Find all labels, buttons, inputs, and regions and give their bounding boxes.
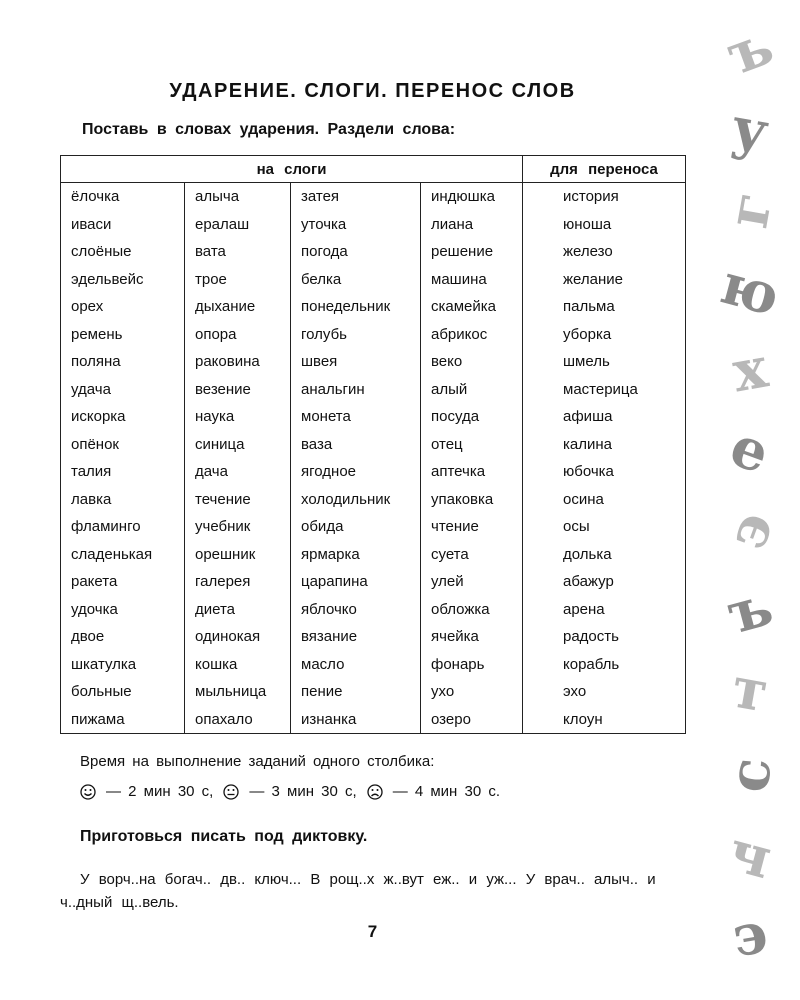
word-cell: понедельник <box>291 293 421 321</box>
table-row <box>61 266 686 294</box>
word-cell: ярмарка <box>291 541 421 569</box>
side-letter: г <box>714 187 786 233</box>
word-cell: абажур <box>523 568 686 596</box>
word-cell: монета <box>291 403 421 431</box>
word-cell: орешник <box>185 541 291 569</box>
table-row <box>61 623 686 651</box>
side-letter: е <box>721 412 779 488</box>
side-letter: у <box>726 94 774 166</box>
side-letter: с <box>715 755 785 795</box>
word-cell: эхо <box>523 678 686 706</box>
word-cell: афиша <box>523 403 686 431</box>
word-cell: опахало <box>185 706 291 734</box>
word-cell: ёлочка <box>61 183 185 211</box>
word-cell: наука <box>185 403 291 431</box>
table-row <box>61 376 686 404</box>
word-cell: калина <box>523 431 686 459</box>
word-cell: чтение <box>421 513 523 541</box>
word-cell: затея <box>291 183 421 211</box>
word-cell: ваза <box>291 431 421 459</box>
table-row <box>61 596 686 624</box>
word-cell: вязание <box>291 623 421 651</box>
word-cell: индюшка <box>421 183 523 211</box>
word-cell: масло <box>291 651 421 679</box>
word-cell: дача <box>185 458 291 486</box>
word-cell: галерея <box>185 568 291 596</box>
word-cell: мастерица <box>523 376 686 404</box>
word-cell: осы <box>523 513 686 541</box>
time-line <box>80 783 510 800</box>
header-syllables: на слоги <box>61 156 523 183</box>
word-cell: алый <box>421 376 523 404</box>
word-cell: обида <box>291 513 421 541</box>
word-cell: течение <box>185 486 291 514</box>
word-cell: желание <box>523 266 686 294</box>
time-happy: — 2 мин 30 с, <box>106 783 214 800</box>
word-cell: аптечка <box>421 458 523 486</box>
word-cell: царапина <box>291 568 421 596</box>
word-cell: алыча <box>185 183 291 211</box>
table-body <box>61 183 686 734</box>
word-cell: лиана <box>421 211 523 239</box>
word-cell: швея <box>291 348 421 376</box>
word-cell: радость <box>523 623 686 651</box>
decorative-letters <box>705 11 795 985</box>
word-cell: абрикос <box>421 321 523 349</box>
table-row <box>61 238 686 266</box>
word-cell: история <box>523 183 686 211</box>
header-hyphenation: для переноса <box>523 156 686 183</box>
table-row <box>61 348 686 376</box>
word-cell: арена <box>523 596 686 624</box>
word-cell: опёнок <box>61 431 185 459</box>
word-cell: шмель <box>523 348 686 376</box>
word-cell: посуда <box>421 403 523 431</box>
side-letter: ъ <box>720 572 780 648</box>
word-cell: отец <box>421 431 523 459</box>
word-cell: ремень <box>61 321 185 349</box>
word-cell: пение <box>291 678 421 706</box>
table-row <box>61 651 686 679</box>
word-cell: обложка <box>421 596 523 624</box>
word-cell: синица <box>185 431 291 459</box>
word-cell: уборка <box>523 321 686 349</box>
word-cell: клоун <box>523 706 686 734</box>
word-cell: вата <box>185 238 291 266</box>
side-letter: х <box>727 334 773 406</box>
word-cell: шкатулка <box>61 651 185 679</box>
time-neutral: — 3 мин 30 с, <box>249 783 357 800</box>
word-cell: юбочка <box>523 458 686 486</box>
word-cell: диета <box>185 596 291 624</box>
word-cell: суета <box>421 541 523 569</box>
word-cell: юноша <box>523 211 686 239</box>
table-row <box>61 678 686 706</box>
words-table <box>60 155 686 734</box>
word-cell: белка <box>291 266 421 294</box>
word-cell: кошка <box>185 651 291 679</box>
word-cell: уточка <box>291 211 421 239</box>
word-cell: талия <box>61 458 185 486</box>
word-cell: веко <box>421 348 523 376</box>
side-letter: э <box>713 502 787 558</box>
word-cell: везение <box>185 376 291 404</box>
word-cell: дыхание <box>185 293 291 321</box>
page-title: УДАРЕНИЕ. СЛОГИ. ПЕРЕНОС СЛОВ <box>169 80 576 102</box>
time-label: Время на выполнение заданий одного столбика: <box>80 753 435 770</box>
word-cell: машина <box>421 266 523 294</box>
word-cell: яблочко <box>291 596 421 624</box>
word-cell: лавка <box>61 486 185 514</box>
word-cell: скамейка <box>421 293 523 321</box>
table-row <box>61 431 686 459</box>
table-row <box>61 568 686 596</box>
word-cell: трое <box>185 266 291 294</box>
word-cell: осина <box>523 486 686 514</box>
word-cell: упаковка <box>421 486 523 514</box>
word-cell: одинокая <box>185 623 291 651</box>
word-cell: решение <box>421 238 523 266</box>
word-cell: эдельвейс <box>61 266 185 294</box>
happy-face-icon <box>80 784 96 800</box>
word-cell: пальма <box>523 293 686 321</box>
table-row <box>61 403 686 431</box>
word-cell: раковина <box>185 348 291 376</box>
word-cell: поляна <box>61 348 185 376</box>
word-cell: мыльница <box>185 678 291 706</box>
word-cell: холодильник <box>291 486 421 514</box>
word-cell: ухо <box>421 678 523 706</box>
word-cell: изнанка <box>291 706 421 734</box>
word-cell: фонарь <box>421 651 523 679</box>
word-cell: опора <box>185 321 291 349</box>
side-letter: т <box>727 654 773 726</box>
table-row <box>61 293 686 321</box>
word-cell: долька <box>523 541 686 569</box>
word-cell: железо <box>523 238 686 266</box>
word-cell: корабль <box>523 651 686 679</box>
word-cell: улей <box>421 568 523 596</box>
side-letter: ч <box>721 817 779 893</box>
word-cell: сладенькая <box>61 541 185 569</box>
neutral-face-icon <box>223 784 239 800</box>
word-cell: иваси <box>61 211 185 239</box>
table-row <box>61 486 686 514</box>
table-row <box>61 513 686 541</box>
word-cell: анальгин <box>291 376 421 404</box>
side-letter: ъ <box>718 11 782 89</box>
table-row <box>61 458 686 486</box>
word-cell: удочка <box>61 596 185 624</box>
word-cell: слоёные <box>61 238 185 266</box>
table-row <box>61 183 686 211</box>
side-letter: э <box>727 899 773 971</box>
word-cell: учебник <box>185 513 291 541</box>
word-cell: больные <box>61 678 185 706</box>
word-cell: ячейка <box>421 623 523 651</box>
word-cell: ягодное <box>291 458 421 486</box>
sad-face-icon <box>367 784 383 800</box>
word-cell: ералаш <box>185 211 291 239</box>
word-cell: озеро <box>421 706 523 734</box>
word-cell: ракета <box>61 568 185 596</box>
dictation-title: Приготовься писать под диктовку. <box>80 828 368 845</box>
dictation-text: У ворч..на богач.. дв.. ключ... В рощ..х ж..вут еж.. и уж... У врач.. алыч.. и ч..дный щ..вель. <box>60 871 656 911</box>
word-cell: погода <box>291 238 421 266</box>
word-cell: голубь <box>291 321 421 349</box>
time-sad: — 4 мин 30 с. <box>392 783 501 800</box>
word-cell: двое <box>61 623 185 651</box>
word-cell: искорка <box>61 403 185 431</box>
word-cell: удача <box>61 376 185 404</box>
table-row <box>61 541 686 569</box>
page-number: 7 <box>367 922 378 941</box>
table-row <box>61 706 686 734</box>
task-instruction: Поставь в словах ударения. Раздели слова: <box>82 121 456 138</box>
word-cell: орех <box>61 293 185 321</box>
table-row <box>61 211 686 239</box>
word-cell: пижама <box>61 706 185 734</box>
word-cell: фламинго <box>61 513 185 541</box>
side-letter: ю <box>713 250 787 330</box>
table-row <box>61 321 686 349</box>
